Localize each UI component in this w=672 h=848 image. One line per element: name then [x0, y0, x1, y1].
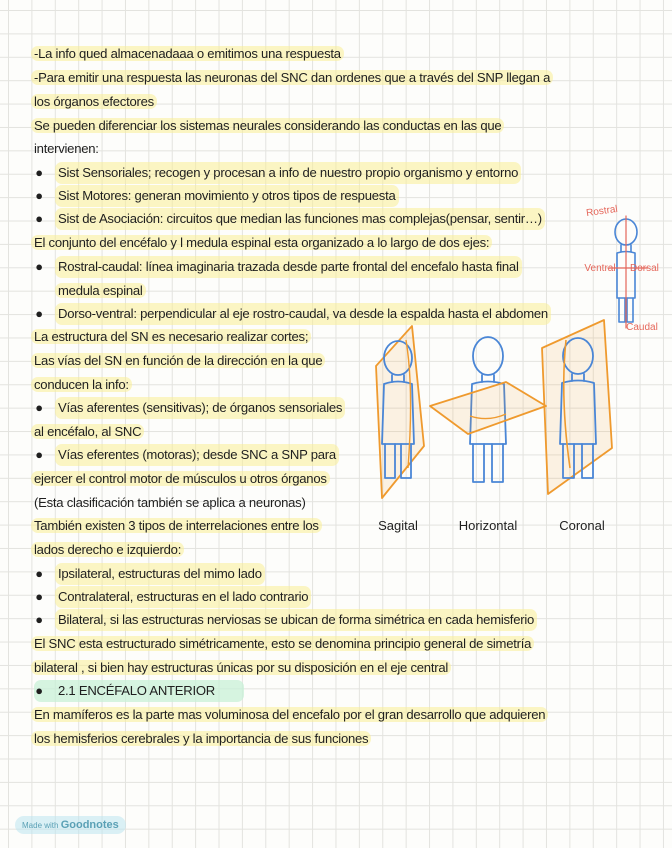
text-line: bilateral , si bien hay estructuras únicas por su disposición en el eje central — [34, 657, 448, 679]
bullet-icon: ● — [35, 188, 43, 203]
rostral-label: Rostral — [585, 203, 619, 220]
sagittal-plane-drawing — [368, 318, 434, 508]
text-line: La estructura del SN es necesario realizar cortes; — [34, 326, 308, 348]
text-line: El conjunto del encéfalo y l medula espinal esta organizado a lo largo de dos ejes: — [34, 232, 489, 254]
goodnotes-watermark: Made with Goodnotes — [15, 816, 126, 834]
text-line: También existen 3 tipos de interrelaciones entre los — [34, 515, 319, 537]
text-line: ejercer el control motor de músculos u otros órganos — [34, 468, 327, 490]
text-line: En mamíferos es la parte mas voluminosa del encefalo por el gran desarrollo que adquieren — [34, 704, 545, 726]
text-line: -Para emitir una respuesta las neuronas del SNC dan ordenes que a través del SNP llegan a — [34, 67, 550, 89]
text-line: medula espinal — [58, 280, 143, 302]
sagittal-label: Sagital — [378, 518, 418, 533]
note-page: -La info qued almacenadaaa o emitimos una respuesta -Para emitir una respuesta las neuronas del SNC dan ordenes que a través del SNP llegan a los órganos efectores Se pueden diferenciar los sistemas neurales considerando las conductas en las que intervienen: ● Sist Sensoriales; recogen y procesan a info de nuestro propio organismo y entorno ● Sist Motores: generan movimiento y otros tipos de respuesta ● Sist de Asociación: circuitos que median las funciones mas complejas(pensar, sentir…) El conjunto del encéfalo y l medula espinal esta organizado a lo largo de dos ejes: ● Rostral-caudal: línea imaginaria trazada desde parte frontal del encefalo hasta final medula espinal ● Dorso-ventral: perpendicular al eje rostro-caudal, va desde la espalda hasta el abdomen La estructura del SN es necesario realizar cortes; Las vías del SN en función de la dirección en la que conducen la info: ● Vías aferentes (sensitivas); de órganos sensoriales al encéfalo, al SNC ● Vías eferentes (motoras); desde SNC a SNP para ejercer el control motor de músculos u otros órganos (Esta clasificación también se aplica a neuronas) También existen 3 tipos de interrelaciones entre los lados derecho e izquierdo: ● Ipsilateral, estructuras del mimo lado ● Contralateral, estructuras en el lado contrario ● Bilateral, si las estructuras nerviosas se ubican de forma simétrica en cada hemisferio El SNC esta estructurado simétricamente, esto se denomina principio general de simetría bilateral , si bien hay estructuras únicas por su disposición en el eje central ● 2.1 ENCÉFALO ANTERIOR En mamíferos es la parte mas voluminosa del encefalo por el gran desarrollo que adquieren los hemisferios cerebrales y la importancia de sus funciones Rostral Ventral Dorsal Caudal Sagital Horizontal Coronal Made with Goodnotes — [0, 0, 656, 848]
text-line: intervienen: — [34, 141, 99, 156]
text-line: lados derecho e izquierdo: — [34, 539, 181, 561]
horizontal-plane-drawing — [428, 326, 548, 502]
text-line: los órganos efectores — [34, 91, 154, 113]
text-line: (Esta clasificación también se aplica a neuronas) — [34, 495, 306, 510]
coronal-label: Coronal — [559, 518, 605, 533]
bullet-icon: ● — [35, 612, 43, 627]
text-line: Se pueden diferenciar los sistemas neurales considerando las conductas en las que — [34, 115, 501, 137]
bullet-icon: ● — [35, 165, 43, 180]
bullet-icon: ● — [35, 306, 43, 321]
text-line: Las vías del SN en función de la dirección en la que — [34, 350, 322, 372]
section-heading: ● 2.1 ENCÉFALO ANTERIOR — [34, 680, 244, 702]
text-line: los hemisferios cerebrales y la importancia de sus funciones — [34, 728, 368, 750]
bullet-icon: ● — [35, 400, 43, 415]
bullet-icon: ● — [35, 566, 43, 581]
text-line: conducen la info: — [34, 374, 129, 396]
coronal-plane-drawing — [538, 318, 618, 508]
text-line: al encéfalo, al SNC — [34, 421, 141, 443]
bullet-icon: ● — [35, 447, 43, 462]
text-line: -La info qued almacenadaaa o emitimos una respuesta — [34, 43, 341, 65]
ventral-label: Ventral — [584, 263, 616, 274]
dorsal-label: Dorsal — [630, 263, 659, 274]
text-line: El SNC esta estructurado simétricamente, esto se denomina principio general de simetría — [34, 633, 531, 655]
bullet-icon: ● — [35, 259, 43, 274]
caudal-label: Caudal — [626, 322, 658, 333]
bullet-icon: ● — [35, 589, 43, 604]
bullet-icon: ● — [35, 211, 43, 226]
horizontal-label: Horizontal — [458, 518, 518, 533]
bullet-icon: ● — [35, 683, 43, 698]
